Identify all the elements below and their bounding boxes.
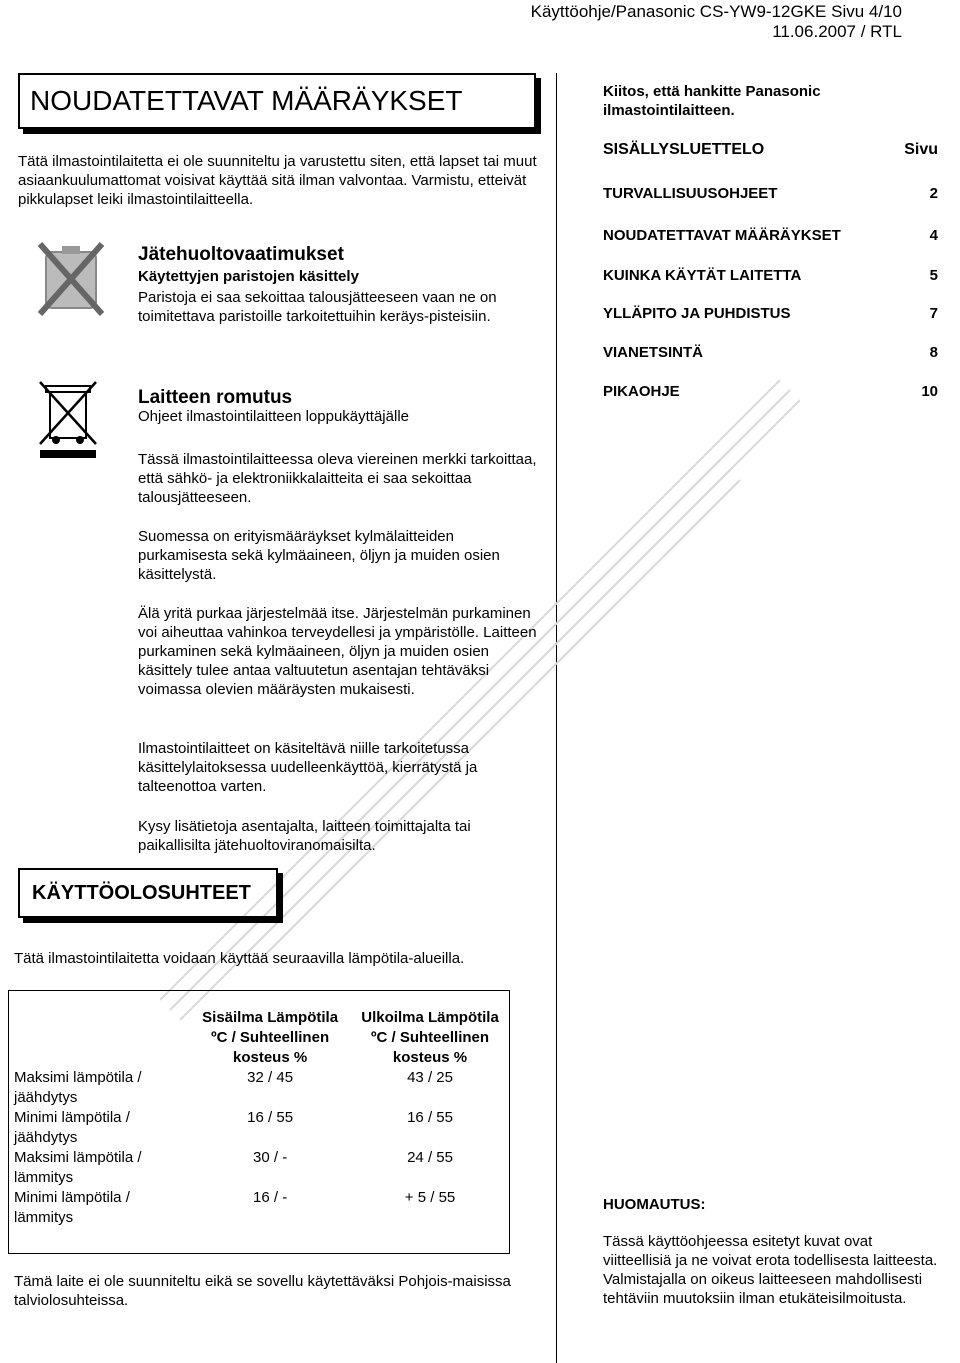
document-date: 11.06.2007 / RTL: [772, 22, 902, 41]
indoor-value: 32 / 45: [247, 1069, 294, 1086]
page-title: NOUDATETTAVAT MÄÄRÄYKSET: [18, 73, 536, 129]
outdoor-value: 16 / 55: [407, 1109, 453, 1126]
row-label: Minimi lämpötila / lämmitys: [14, 1189, 130, 1226]
scrap-paragraph-1: Tässä ilmastointilaitteessa oleva viereinen merkki tarkoittaa, että sähkö- ja elektroniikkalaitteita ei saa sekoittaa talousjätteeseen.: [138, 451, 537, 506]
scrap-heading: Laitteen romutus: [138, 387, 293, 408]
indoor-value: 16 / -: [253, 1189, 288, 1206]
toc-page: 7: [929, 305, 938, 322]
crossed-bin-icon: [36, 378, 100, 462]
toc-page: 8: [929, 344, 938, 361]
toc-label: TURVALLISUUSOHJEET: [603, 185, 778, 202]
conditions-title: KÄYTTÖOLOSUHTEET: [18, 868, 278, 918]
table-row: [10, 1068, 510, 1108]
toc-entry[interactable]: [603, 267, 938, 284]
toc-heading-row: [603, 141, 938, 159]
outdoor-value: 24 / 55: [407, 1149, 453, 1166]
note-heading: HUOMAUTUS:: [603, 1196, 706, 1213]
toc-page: 2: [929, 185, 938, 202]
toc-entry[interactable]: [603, 185, 938, 202]
scrap-paragraph-4: Ilmastointilaitteet on käsiteltävä niille tarkoitetussa käsittelylaitoksessa uudelleenkäyttöä, kierrätystä ja talteenottoa varten.: [138, 740, 478, 795]
toc-entry[interactable]: [603, 344, 938, 361]
scrap-paragraph-5: Kysy lisätietoja asentajalta, laitteen toimittajalta tai paikallisilta jätehuoltoviranomaisilta.: [138, 818, 471, 854]
table-corner: [10, 990, 190, 1068]
toc-label: KUINKA KÄYTÄT LAITETTA: [603, 267, 802, 284]
document-header: Käyttöohje/Panasonic CS-YW9-12GKE Sivu 4/10: [530, 2, 902, 21]
row-label: Maksimi lämpötila / lämmitys: [14, 1149, 142, 1186]
indoor-value: 16 / 55: [247, 1109, 294, 1126]
waste-heading: Jätehuoltovaatimukset: [138, 244, 344, 265]
toc-heading: SISÄLLYSLUETTELO: [603, 141, 765, 158]
row-label: Maksimi lämpötila / jäähdytys: [14, 1069, 142, 1106]
scrap-paragraph-3: Älä yritä purkaa järjestelmää itse. Järjestelmän purkaminen voi aiheuttaa vahinkoa terveydellesi ja ympäristölle. Laitteen purkaminen sekä kylmäaineen, öljyn ja muiden osien käsittely tulee antaa valtuutetun asentajan tehtäväksi voimassa olevien määräysten mukaisesti.: [138, 605, 537, 698]
row-label: Minimi lämpötila / jäähdytys: [14, 1109, 130, 1146]
conditions-intro: Tätä ilmastointilaitetta voidaan käyttää seuraavilla lämpötila-alueilla.: [14, 950, 465, 967]
crossed-battery-icon: [36, 240, 106, 318]
toc-entry[interactable]: [603, 383, 938, 400]
toc-label: PIKAOHJE: [603, 383, 680, 400]
thanks-text: Kiitos, että hankitte Panasonic ilmastointilaitteen.: [603, 83, 821, 119]
battery-heading: Käytettyjen paristojen käsittely: [138, 268, 359, 285]
table-header-row: [10, 990, 510, 1068]
table-row: [10, 1148, 510, 1188]
note-text: Tässä käyttöohjeessa esitetyt kuvat ovat viitteellisiä ja ne voivat erota todellisesta laitteesta. Valmistajalla on oikeus laitteeseen mahdollisesti tehtäviin muutoksiin ilman etukäteisilmoitusta.: [603, 1233, 938, 1307]
toc-page: 5: [929, 267, 938, 284]
toc-entry[interactable]: [603, 305, 938, 322]
toc-page: 10: [921, 383, 938, 400]
outdoor-value: 43 / 25: [407, 1069, 453, 1086]
table-row: [10, 1188, 510, 1228]
toc-label: NOUDATETTAVAT MÄÄRÄYKSET: [603, 227, 841, 244]
scrap-paragraph-2: Suomessa on erityismääräykset kylmälaitteiden purkamisesta sekä kylmäaineen, öljyn ja muiden osien käsittelystä.: [138, 528, 500, 583]
table-row: [10, 1108, 510, 1148]
column-divider: [556, 73, 557, 1363]
toc-page-heading: Sivu: [904, 141, 938, 158]
column-indoor: Sisäilma Lämpötila ºC / Suhteellinen kosteus %: [202, 1009, 339, 1066]
scrap-subheading: Ohjeet ilmastointilaitteen loppukäyttäjälle: [138, 408, 409, 425]
toc-label: YLLÄPITO JA PUHDISTUS: [603, 305, 791, 322]
intro-paragraph: Tätä ilmastointilaitetta ei ole suunniteltu ja varustettu siten, että lapset tai muut asiaankuulumattomat voisivat käyttää sitä ilman valvontaa. Varmistu, etteivät pikkulapset leiki ilmastointilaitteella.: [18, 153, 537, 208]
toc-label: VIANETSINTÄ: [603, 344, 704, 361]
indoor-value: 30 / -: [253, 1149, 288, 1166]
column-outdoor: Ulkoilma Lämpötila ºC / Suhteellinen kosteus %: [361, 1009, 499, 1066]
footer-note: Tämä laite ei ole suunniteltu eikä se sovellu käytettäväksi Pohjois-maisissa talviolosuhteissa.: [14, 1273, 511, 1309]
toc-entry[interactable]: [603, 227, 938, 244]
toc-page: 4: [929, 227, 938, 244]
temperature-table: [10, 990, 510, 1228]
battery-text: Paristoja ei saa sekoittaa talousjätteeseen vaan ne on toimitettava paristoille tarkoitettuihin keräys-pisteisiin.: [138, 289, 497, 325]
outdoor-value: + 5 / 55: [404, 1189, 456, 1206]
